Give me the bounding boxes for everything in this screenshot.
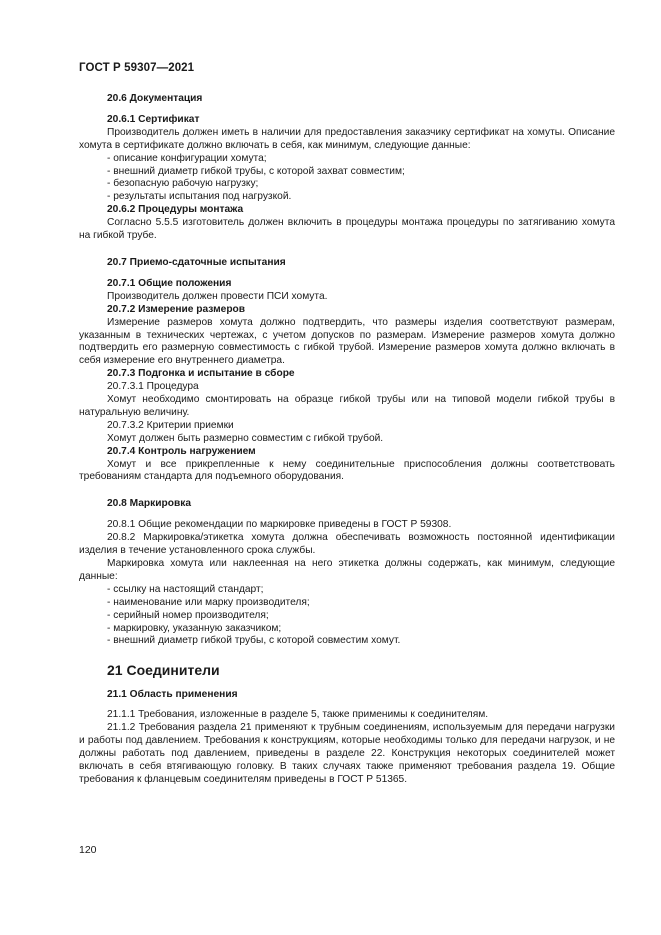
list-item: - описание конфигурации хомута; [107, 152, 267, 164]
page-number: 120 [79, 844, 97, 856]
page-content [79, 93, 615, 787]
section-21-1-heading: 21.1 Область применения [107, 689, 238, 701]
section-20-6-heading: 20.6 Документация [107, 93, 203, 104]
list-item: - результаты испытания под нагрузкой. [107, 191, 292, 203]
section-21-heading: 21 Соединители [107, 662, 220, 679]
section-20-6-1-heading: 20.6.1 Сертификат [107, 113, 200, 125]
section-20-7-3-1-label: 20.7.3.1 Процедура [107, 381, 199, 393]
list-item: - внешний диаметр гибкой трубы, с которой совместим хомут. [107, 635, 401, 647]
section-20-8-2-paragraph: 20.8.2 Маркировка/этикетка хомута должна обеспечивать возможность постоянной идентификации изделия в течение установленного срока службы. [79, 532, 615, 557]
list-item: - ссылку на настоящий стандарт; [107, 583, 264, 595]
section-20-6-2-paragraph: Согласно 5.5.5 изготовитель должен включить в процедуры монтажа процедуры по затягиванию хомута на гибкой трубе. [79, 217, 615, 242]
list-item: - серийный номер производителя; [107, 609, 269, 621]
section-20-8-1-paragraph: 20.8.1 Общие рекомендации по маркировке приведены в ГОСТ Р 59308. [107, 519, 452, 531]
section-20-7-4-heading: 20.7.4 Контроль нагружением [107, 445, 256, 457]
list-item: - наименование или марку производителя; [107, 596, 310, 608]
section-20-7-3-heading: 20.7.3 Подгонка и испытание в сборе [107, 368, 295, 380]
section-20-7-3-2-paragraph: Хомут должен быть размерно совместим с гибкой трубой. [107, 432, 384, 444]
list-item: - безопасную рабочую нагрузку; [107, 178, 259, 190]
section-20-7-3-2-label: 20.7.3.2 Критерии приемки [107, 419, 234, 431]
list-item: - маркировку, указанную заказчиком; [107, 622, 282, 634]
document-header: ГОСТ Р 59307—2021 [79, 62, 195, 74]
section-20-8-heading: 20.8 Маркировка [107, 498, 191, 510]
section-20-7-1-heading: 20.7.1 Общие положения [107, 277, 232, 289]
section-20-7-heading: 20.7 Приемо-сдаточные испытания [107, 256, 286, 268]
section-21-1-2-paragraph: 21.1.2 Требования раздела 21 применяют к трубным соединениям, используемым для передачи нагрузки и работы под давлением. Требования к конструкциям, которые необходимы только для передачи нагрузок, и не должны работать под давлением, приведены в разделе 22. Конструкция некоторых соединителей может включать в себя втягивающую головку. В таких случаях также применяют требования раздела 19. Общие требования к фланцевым соединителям приведены в ГОСТ Р 51365. [79, 722, 615, 785]
section-20-7-2-paragraph: Измерение размеров хомута должно подтвердить, что размеры изделия соответствуют размерам, указанным в технических чертежах, с учетом допусков по размерам. Измерение размеров хомута должно подтвердить его размерную совместимость с гибкой трубой. Измерение размеров хомута должно включать в себя измерение его внутреннего диаметра. [79, 316, 615, 367]
section-20-8-marking-paragraph: Маркировка хомута или наклеенная на него этикетка должны содержать, как минимум, следующие данные: [79, 558, 615, 582]
section-20-7-1-paragraph: Производитель должен провести ПСИ хомута. [107, 290, 328, 302]
section-20-7-2-heading: 20.7.2 Измерение размеров [107, 303, 246, 315]
section-20-6-1-paragraph: Производитель должен иметь в наличии для предоставления заказчику сертификат на хомуты. Описание хомута в сертификате должно включать в себя, как минимум, следующие данные: [79, 126, 615, 151]
section-20-7-3-1-paragraph: Хомут необходимо смонтировать на образце гибкой трубы или на типовой модели гибкой трубы в натуральную величину. [79, 394, 615, 418]
section-21-1-1-paragraph: 21.1.1 Требования, изложенные в разделе 5, также применимы к соединителям. [107, 709, 489, 721]
section-20-7-4-paragraph: Хомут и все прикрепленные к нему соединительные приспособления должны соответствовать требованиям стандарта для подъемного оборудования. [79, 458, 615, 483]
section-20-6-2-heading: 20.6.2 Процедуры монтажа [107, 204, 244, 216]
list-item: - внешний диаметр гибкой трубы, с которой захват совместим; [107, 165, 405, 177]
